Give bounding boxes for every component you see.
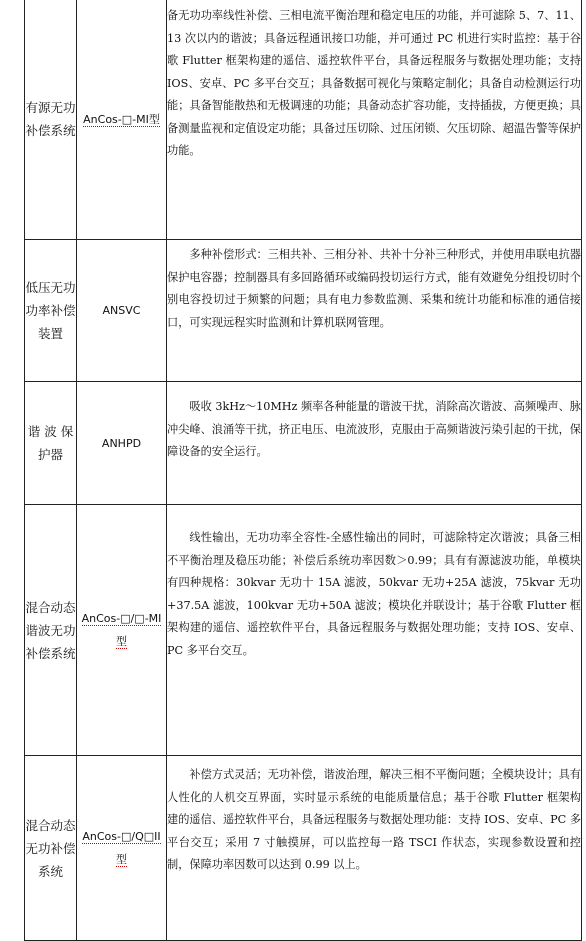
table-row — [25, 756, 582, 941]
product-description-cell — [167, 505, 582, 756]
product-name-cell: 有源无功补偿系统 — [25, 0, 77, 240]
product-description-cell — [167, 382, 582, 505]
product-description-text: 补偿方式灵活；无功补偿，谐波治理，解决三相不平衡问题；全模块设计；具有人性化的人机交互界面，实时显示系统的电能质量信息；基于谷歌 Flutter 框架构建的遥信、遥控软件平台，具备远程服务与数据处理功能：支持 IOS、安卓、PC 多平台交互；采用 7 寸触摸屏，可以监控每一路 TSCI 作状态，实现参数设置和控制，保障功率因数可以达到 0.99 以上。 — [167, 768, 581, 871]
product-model-cell — [77, 756, 167, 941]
product-description-text: 吸收 3kHz～10MHz 频率各种能量的谐波干扰，消除高次谐波、高频噪声、脉冲尖峰、浪涌等干扰，挤正电压、电流波形，克服由于高频谐波污染引起的干扰，保障设备的安全运行。 — [167, 400, 581, 458]
product-model-cell — [77, 382, 167, 505]
table-row — [25, 240, 582, 382]
product-spec-table — [24, 0, 582, 941]
table-row — [25, 505, 582, 756]
product-model-text: AnCos-□/□-MI型 — [81, 612, 162, 648]
product-description-cell — [167, 240, 582, 382]
product-description-text: 备无功功率线性补偿、三相电流平衡治理和稳定电压的功能，并可滤除 5、7、11、13 次以内的谐波；具备远程通讯接口功能，并可通过 PC 机进行实时监控：基于谷歌 Flutter 框架构建的遥信、遥控软件平台，具备远程服务与数据处理功能；支持 IOS、安卓、PC 多平台交互；具备数据可视化与策略定制化；具备自动检测运行功能；具备智能散热和无极调速的功能；具备动态扩容功能，支持插拔，方便更换；具备测量监视和定值设定功能；具备过压切除、过压闭锁、欠压切除、超温告警等保护功能。 — [167, 9, 581, 157]
product-name-cell: 混合动态无功补偿系统 — [25, 756, 77, 941]
product-model-text: AnCos-□-MI型 — [83, 112, 160, 126]
product-description-cell — [167, 756, 582, 941]
product-model-text: ANHPD — [101, 436, 142, 450]
product-name-cell: 低压无功功率补偿装置 — [25, 240, 77, 382]
product-model-cell — [77, 240, 167, 382]
product-description-text: 多种补偿形式：三相共补、三相分补、共补十分补三种形式，并使用串联电抗器保护电容器；控制器具有多回路循环或编码投切运行方式，能有效避免分组投切时个别电容投切过于频繁的问题；具有电力参数监测、采集和统计功能和标准的通信接口，可实现远程实时监测和计算机联网管理。 — [167, 248, 581, 329]
product-name-cell: 混合动态谐波无功补偿系统 — [25, 505, 77, 756]
product-model-text: AnCos-□/Q□II型 — [82, 830, 161, 866]
table-row — [25, 0, 582, 240]
product-name-cell: 谐 波 保 护器 — [25, 382, 77, 505]
product-description-cell — [167, 0, 582, 240]
product-model-cell — [77, 0, 167, 240]
product-model-cell — [77, 505, 167, 756]
table-row — [25, 382, 582, 505]
product-description-text: 线性输出，无功功率全容性-全感性输出的同时，可滤除特定次谐波；具备三相不平衡治理及稳压功能；补偿后系统功率因数＞0.99；具有有源滤波功能，单模块有四种规格：30kvar 无功十 15A 滤波，50kvar 无功+25A 滤波，75kvar 无功+37.5A 滤波，100kvar 无功+50A 滤波；模块化并联设计；基于谷歌 Flutter 框架构建的遥信、遥控软件平台，具备远程服务与数据处理功能；支持 IOS、安卓、PC 多平台交互。 — [167, 531, 581, 657]
product-model-text: ANSVC — [102, 304, 141, 317]
